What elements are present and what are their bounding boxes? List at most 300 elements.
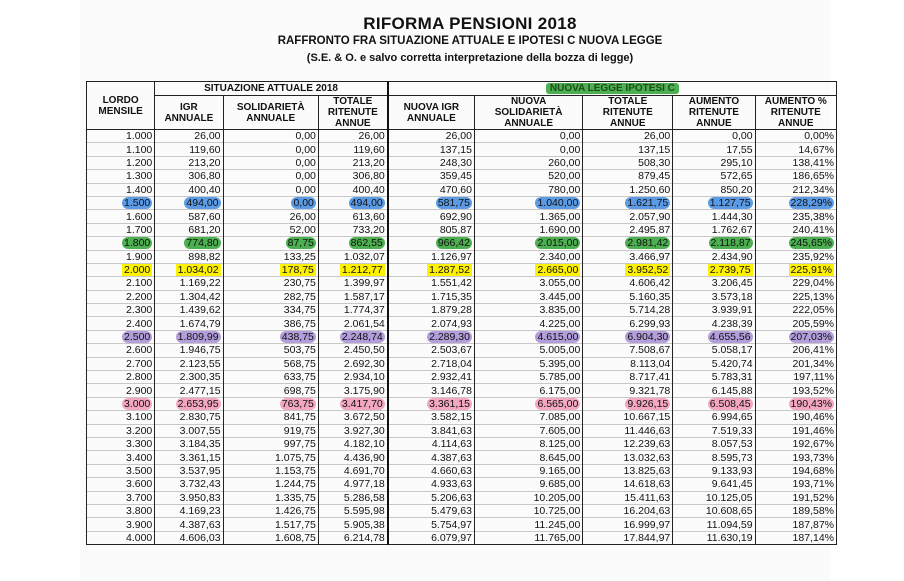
table-cell [87,196,155,209]
table-cell [223,518,318,531]
table-row [87,263,837,276]
table-cell [474,317,582,330]
cell-value: 9.641,45 [711,478,753,491]
cell-value: 8.057,53 [711,438,753,451]
table-cell [755,130,836,143]
cell-value: 230,75 [283,277,316,290]
table-cell [755,196,836,209]
table-cell [223,504,318,517]
table-cell [87,384,155,397]
cell-value: 780,00 [548,183,581,196]
cell-value: 207,03% [790,331,832,344]
header-lordo-mensile: LORDO MENSILE [87,82,155,130]
table-cell [87,130,155,143]
cell-value: 1.365,00 [539,210,581,223]
table-row [87,170,837,183]
cell-value: 1.946,75 [179,344,221,357]
cell-value: 2.981,42 [627,237,669,250]
cell-value: 1.212,77 [341,264,383,277]
table-cell [583,464,673,477]
table-cell [155,290,223,303]
cell-value: 9.926,15 [627,398,669,410]
table-cell [388,237,475,250]
cell-value: 1.715,35 [431,290,472,303]
table-cell [318,397,387,410]
table-cell [474,170,582,183]
table-cell [87,210,155,223]
cell-value: 2.477,15 [179,384,221,397]
cell-value: 4.000 [125,531,153,544]
cell-value: 119,60 [353,143,385,156]
table-cell [87,491,155,504]
cell-value: 841,75 [283,411,316,424]
cell-value: 2.074,93 [431,317,472,330]
table-cell [755,156,836,169]
table-cell [755,183,836,196]
table-cell [583,531,673,544]
table-cell [583,411,673,424]
header-aumento-ritenute: AUMENTO RITENUTE ANNUE [673,96,755,130]
cell-value: 282,75 [283,290,316,303]
cell-value: 5.595,98 [343,505,385,518]
cell-value: 587,60 [188,210,221,223]
table-cell [388,518,475,531]
cell-value: 494,00 [186,197,219,210]
table-cell [583,397,673,410]
cell-value: 0,00 [732,130,753,143]
cell-value: 386,75 [283,317,316,330]
table-cell [223,156,318,169]
table-cell [673,263,755,276]
table-cell [474,357,582,370]
cell-value: 5.785,00 [539,371,581,384]
cell-value: 213,20 [188,156,221,169]
table-cell [673,371,755,384]
cell-value: 862,55 [350,237,383,250]
cell-value: 9.133,93 [711,464,753,477]
table-cell [223,277,318,290]
cell-value: 698,75 [283,384,316,397]
table-cell [223,330,318,343]
cell-value: 12.239,63 [623,438,671,451]
table-cell [583,196,673,209]
cell-value: 494,00 [350,197,383,210]
table-cell [388,437,475,450]
cell-value: 400,40 [188,183,221,196]
table-cell [223,371,318,384]
table-cell [673,196,755,209]
cell-value: 763,75 [281,398,314,410]
cell-value: 133,25 [283,250,316,263]
cell-value: 2.200 [125,290,153,303]
table-cell [87,237,155,250]
table-cell [673,357,755,370]
table-cell [388,196,475,209]
table-cell [474,518,582,531]
table-cell [388,156,475,169]
table-cell [318,263,387,276]
table-cell [474,437,582,450]
table-cell [223,464,318,477]
cell-value: 3.417,70 [341,398,383,410]
cell-value: 3.732,43 [179,478,221,491]
cell-value: 5.479,63 [431,505,472,518]
table-cell [318,317,387,330]
table-cell [583,143,673,156]
table-cell [388,531,475,544]
cell-value: 5.160,35 [629,290,671,303]
table-row [87,237,837,250]
table-cell [583,170,673,183]
cell-value: 2.830,75 [179,411,221,424]
table-cell [474,411,582,424]
table-cell [474,384,582,397]
table-cell [223,304,318,317]
cell-value: 119,60 [189,143,221,156]
cell-value: 1.032,07 [343,250,385,263]
table-cell [673,277,755,290]
table-cell [388,317,475,330]
table-row [87,130,837,143]
table-cell [388,143,475,156]
table-cell [755,504,836,517]
table-cell [755,478,836,491]
table-cell [155,130,223,143]
cell-value: 193,73% [792,451,834,464]
cell-value: 0,00% [804,130,834,143]
cell-value: 206,41% [792,344,834,357]
cell-value: 3.500 [125,464,153,477]
table-row [87,371,837,384]
cell-value: 5.754,97 [431,518,472,531]
table-cell [583,317,673,330]
table-cell [87,250,155,263]
cell-value: 1.075,75 [275,451,316,464]
cell-value: 508,30 [638,156,671,169]
cell-value: 2.118,87 [710,237,751,250]
table-row [87,250,837,263]
cell-value: 6.299,93 [629,317,671,330]
table-cell [755,451,836,464]
table-cell [755,411,836,424]
table-cell [474,504,582,517]
table-cell [87,397,155,410]
cell-value: 1.034,02 [177,264,219,277]
table-cell [755,491,836,504]
cell-value: 997,75 [283,438,316,451]
cell-value: 3.841,63 [431,424,472,437]
table-cell [474,491,582,504]
cell-value: 187,87% [792,518,834,531]
cell-value: 3.672,50 [343,411,385,424]
cell-value: 7.605,00 [539,424,581,437]
cell-value: 10.205,00 [533,491,581,504]
table-cell [583,518,673,531]
cell-value: 1.304,42 [179,290,221,303]
table-cell [155,531,223,544]
table-cell [223,183,318,196]
table-cell [223,170,318,183]
table-row [87,437,837,450]
cell-value: 240,41% [792,223,834,236]
cell-value: 4.615,00 [537,331,579,344]
cell-value: 137,15 [439,143,472,156]
table-cell [223,451,318,464]
cell-value: 2.450,50 [343,344,385,357]
cell-value: 1.399,97 [343,277,385,290]
cell-value: 5.286,58 [343,491,385,504]
table-cell [318,424,387,437]
table-body [87,130,837,545]
cell-value: 1.127,75 [709,197,751,210]
table-cell [318,531,387,544]
table-cell [223,223,318,236]
cell-value: 16.999,97 [623,518,671,531]
cell-value: 2.057,90 [629,210,671,223]
table-cell [673,250,755,263]
table-cell [755,237,836,250]
table-cell [755,397,836,410]
table-cell [318,237,387,250]
cell-value: 10.667,15 [623,411,671,424]
table-cell [673,223,755,236]
table-cell [673,330,755,343]
table-cell [155,223,223,236]
table-cell [223,290,318,303]
cell-value: 13.032,63 [623,451,671,464]
table-row [87,196,837,209]
cell-value: 1.000 [125,130,153,143]
table-cell [755,518,836,531]
cell-value: 9.321,78 [629,384,671,397]
cell-value: 222,05% [792,304,834,317]
cell-value: 850,20 [720,183,753,196]
cell-value: 2.061,54 [343,317,385,330]
cell-value: 2.300 [125,304,153,317]
table-cell [318,223,387,236]
cell-value: 966,42 [437,237,470,250]
table-cell [673,491,755,504]
table-cell [583,371,673,384]
cell-value: 8.595,73 [711,451,753,464]
cell-value: 3.952,52 [627,264,669,277]
table-cell [223,491,318,504]
table-cell [318,464,387,477]
table-cell [223,143,318,156]
cell-value: 189,58% [792,505,834,518]
cell-value: 13.825,63 [623,464,671,477]
table-cell [388,411,475,424]
table-cell [474,143,582,156]
cell-value: 470,60 [439,183,472,196]
table-cell [388,371,475,384]
cell-value: 3.175,90 [343,384,385,397]
cell-value: 1.517,75 [275,518,316,531]
table-cell [223,411,318,424]
table-row [87,518,837,531]
header-nuova-igr: NUOVA IGR ANNUALE [388,96,475,130]
table-cell [318,371,387,384]
cell-value: 193,52% [792,384,834,397]
cell-value: 17.844,97 [623,531,671,544]
table-cell [583,478,673,491]
table-cell [318,504,387,517]
cell-value: 5.783,31 [711,371,753,384]
cell-value: 520,00 [548,170,581,183]
group-header-nuova-label: NUOVA LEGGE IPOTESI C [546,83,679,94]
table-cell [87,170,155,183]
cell-value: 187,14% [792,531,834,544]
cell-value: 1.608,75 [275,531,316,544]
cell-value: 4.169,23 [179,505,221,518]
table-cell [87,424,155,437]
cell-value: 1.153,75 [275,464,316,477]
table-row [87,478,837,491]
table-cell [388,464,475,477]
table-row [87,223,837,236]
table-cell [755,357,836,370]
header-nuova-solidarieta: NUOVA SOLIDARIETÀ ANNUALE [474,96,582,130]
table-cell [673,156,755,169]
table-row [87,156,837,169]
cell-value: 2.340,00 [539,250,581,263]
table-cell [673,478,755,491]
table-cell [223,344,318,357]
table-cell [474,424,582,437]
cell-value: 4.387,63 [179,518,221,531]
cell-value: 1.762,67 [711,223,753,236]
table-cell [388,330,475,343]
table-cell [673,143,755,156]
table-cell [474,263,582,276]
table-cell [583,330,673,343]
table-cell [583,290,673,303]
table-cell [673,518,755,531]
cell-value: 1.500 [123,197,151,210]
cell-value: 14.618,63 [623,478,671,491]
table-cell [755,304,836,317]
table-cell [155,250,223,263]
table-cell [87,478,155,491]
cell-value: 213,20 [352,156,385,169]
cell-value: 359,45 [439,170,472,183]
table-cell [223,317,318,330]
cell-value: 2.718,04 [431,357,472,370]
cell-value: 2.692,30 [343,357,385,370]
cell-value: 2.123,55 [179,357,221,370]
cell-value: 4.606,42 [629,277,671,290]
cell-value: 0,00 [295,156,316,169]
cell-value: 6.904,30 [627,331,669,344]
cell-value: 193,71% [792,478,834,491]
table-cell [474,156,582,169]
cell-value: 4.225,00 [539,317,581,330]
table-cell [318,411,387,424]
cell-value: 245,65% [790,237,832,250]
table-cell [155,464,223,477]
table-cell [223,531,318,544]
table-cell [673,424,755,437]
cell-value: 2.000 [123,264,151,277]
cell-value: 4.660,63 [431,464,472,477]
cell-value: 4.182,10 [343,438,385,451]
table-cell [87,531,155,544]
table-cell [388,384,475,397]
table-cell [583,277,673,290]
table-cell [223,130,318,143]
table-row [87,504,837,517]
cell-value: 581,75 [437,197,470,210]
cell-value: 1.335,75 [275,491,316,504]
table-cell [755,143,836,156]
table-cell [583,210,673,223]
cell-value: 295,10 [720,156,753,169]
table-cell [155,237,223,250]
table-row [87,344,837,357]
cell-value: 197,11% [793,371,834,384]
table-cell [673,451,755,464]
cell-value: 334,75 [283,304,316,317]
table-cell [583,183,673,196]
table-cell [583,344,673,357]
table-cell [87,357,155,370]
table-cell [388,478,475,491]
table-row [87,424,837,437]
table-cell [583,156,673,169]
table-cell [87,437,155,450]
table-cell [155,478,223,491]
table-cell [755,170,836,183]
table-cell [755,330,836,343]
table-cell [755,210,836,223]
document-subtitle: RAFFRONTO FRA SITUAZIONE ATTUALE E IPOTESI C NUOVA LEGGE [277,35,663,47]
table-cell [583,223,673,236]
cell-value: 3.100 [125,411,153,424]
table-cell [87,143,155,156]
cell-value: 2.800 [125,371,153,384]
table-cell [388,290,475,303]
table-cell [318,210,387,223]
table-cell [673,290,755,303]
cell-value: 2.015,00 [537,237,579,250]
cell-value: 225,91% [790,264,832,277]
cell-value: 1.621,75 [627,197,669,210]
cell-value: 26,00 [643,130,671,143]
cell-value: 2.248,74 [341,331,383,344]
cell-value: 248,30 [439,156,472,169]
table-cell [155,183,223,196]
cell-value: 1.426,75 [275,505,316,518]
table-cell [87,504,155,517]
table-cell [388,504,475,517]
table-cell [388,250,475,263]
table-row [87,451,837,464]
table-row [87,210,837,223]
table-cell [155,263,223,276]
cell-value: 0,00 [295,183,316,196]
table-cell [755,223,836,236]
cell-value: 3.400 [125,451,153,464]
table-cell [673,210,755,223]
table-cell [223,384,318,397]
table-cell [583,424,673,437]
table-cell [673,437,755,450]
table-cell [755,384,836,397]
cell-value: 0,00 [559,143,581,156]
cell-value: 6.145,88 [711,384,753,397]
cell-value: 898,82 [188,250,221,263]
cell-value: 1.809,99 [177,331,219,344]
